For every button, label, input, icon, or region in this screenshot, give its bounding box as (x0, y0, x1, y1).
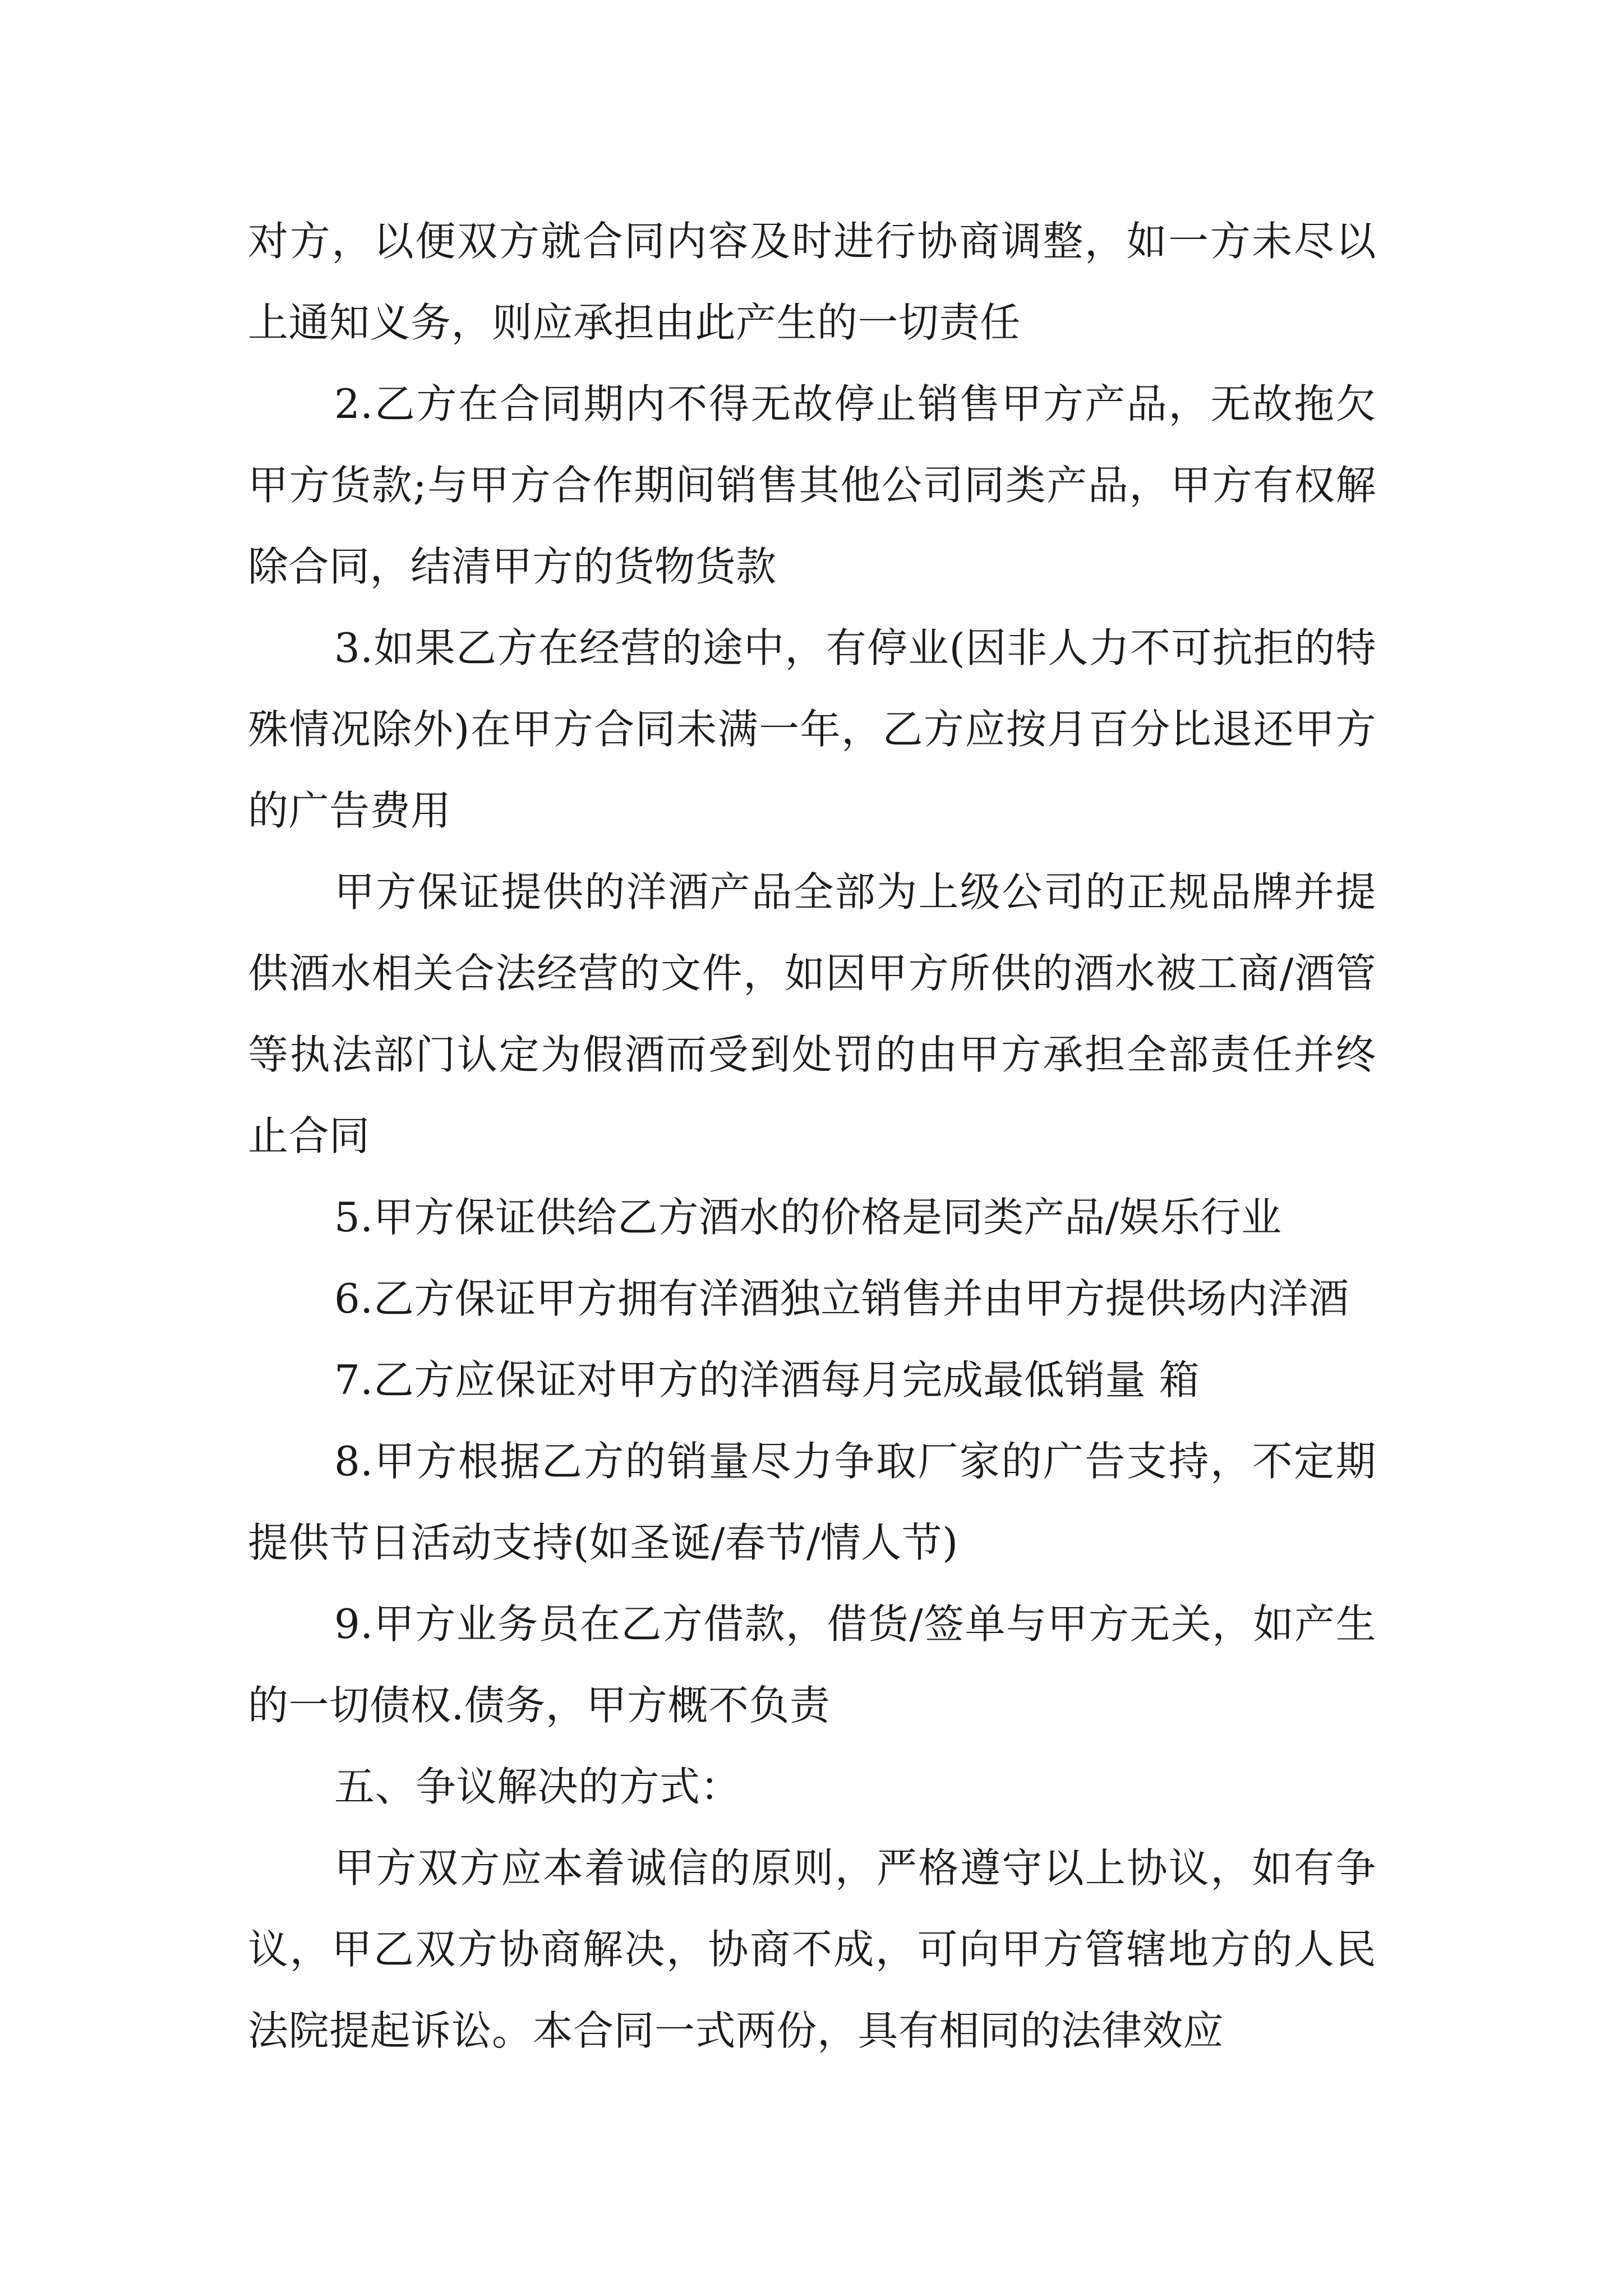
paragraph-clause-4: 甲方保证提供的洋酒产品全部为上级公司的正规品牌并提供酒水相关合法经营的文件，如因甲方所供的酒水被工商/酒管等执法部门认定为假酒而受到处罚的由甲方承担全部责任并终止合同 (248, 868, 1376, 1159)
paragraph-clause-7: 7.乙方应保证对甲方的洋酒每月完成最低销量 箱 (334, 1356, 1200, 1404)
paragraph-dispute-resolution: 甲方双方应本着诚信的原则，严格遵守以上协议，如有争议，甲乙双方协商解决，协商不成，可向甲方管辖地方的人民法院提起诉讼。本合同一式两份，具有相同的法律效应 (248, 1844, 1376, 2054)
paragraph-clause-9: 9.甲方业务员在乙方借款，借货/签单与甲方无关，如产生的一切债权.债务，甲方概不负责 (248, 1600, 1376, 1729)
paragraph-clause-6: 6.乙方保证甲方拥有洋酒独立销售并由甲方提供场内洋酒 (334, 1275, 1349, 1322)
document-body (248, 201, 1376, 2072)
paragraph-clause-2: 2.乙方在合同期内不得无故停止销售甲方产品，无故拖欠甲方货款;与甲方合作期间销售其他公司同类产品，甲方有权解除合同，结清甲方的货物货款 (248, 380, 1376, 590)
paragraph-clause-5: 5.甲方保证供给乙方酒水的价格是同类产品/娱乐行业 (334, 1194, 1282, 1241)
paragraph-clause-8: 8.甲方根据乙方的销量尽力争取厂家的广告支持，不定期提供节日活动支持(如圣诞/春节/情人节) (248, 1438, 1376, 1566)
paragraph-clause-3: 3.如果乙方在经营的途中，有停业(因非人力不可抗拒的特殊情况除外)在甲方合同未满一年，乙方应按月百分比退还甲方的广告费用 (248, 624, 1376, 834)
paragraph-notice-continuation: 对方，以便双方就合同内容及时进行协商调整，如一方未尽以上通知义务，则应承担由此产生的一切责任 (248, 218, 1376, 346)
section-heading-dispute-resolution: 五、争议解决的方式： (334, 1763, 741, 1810)
